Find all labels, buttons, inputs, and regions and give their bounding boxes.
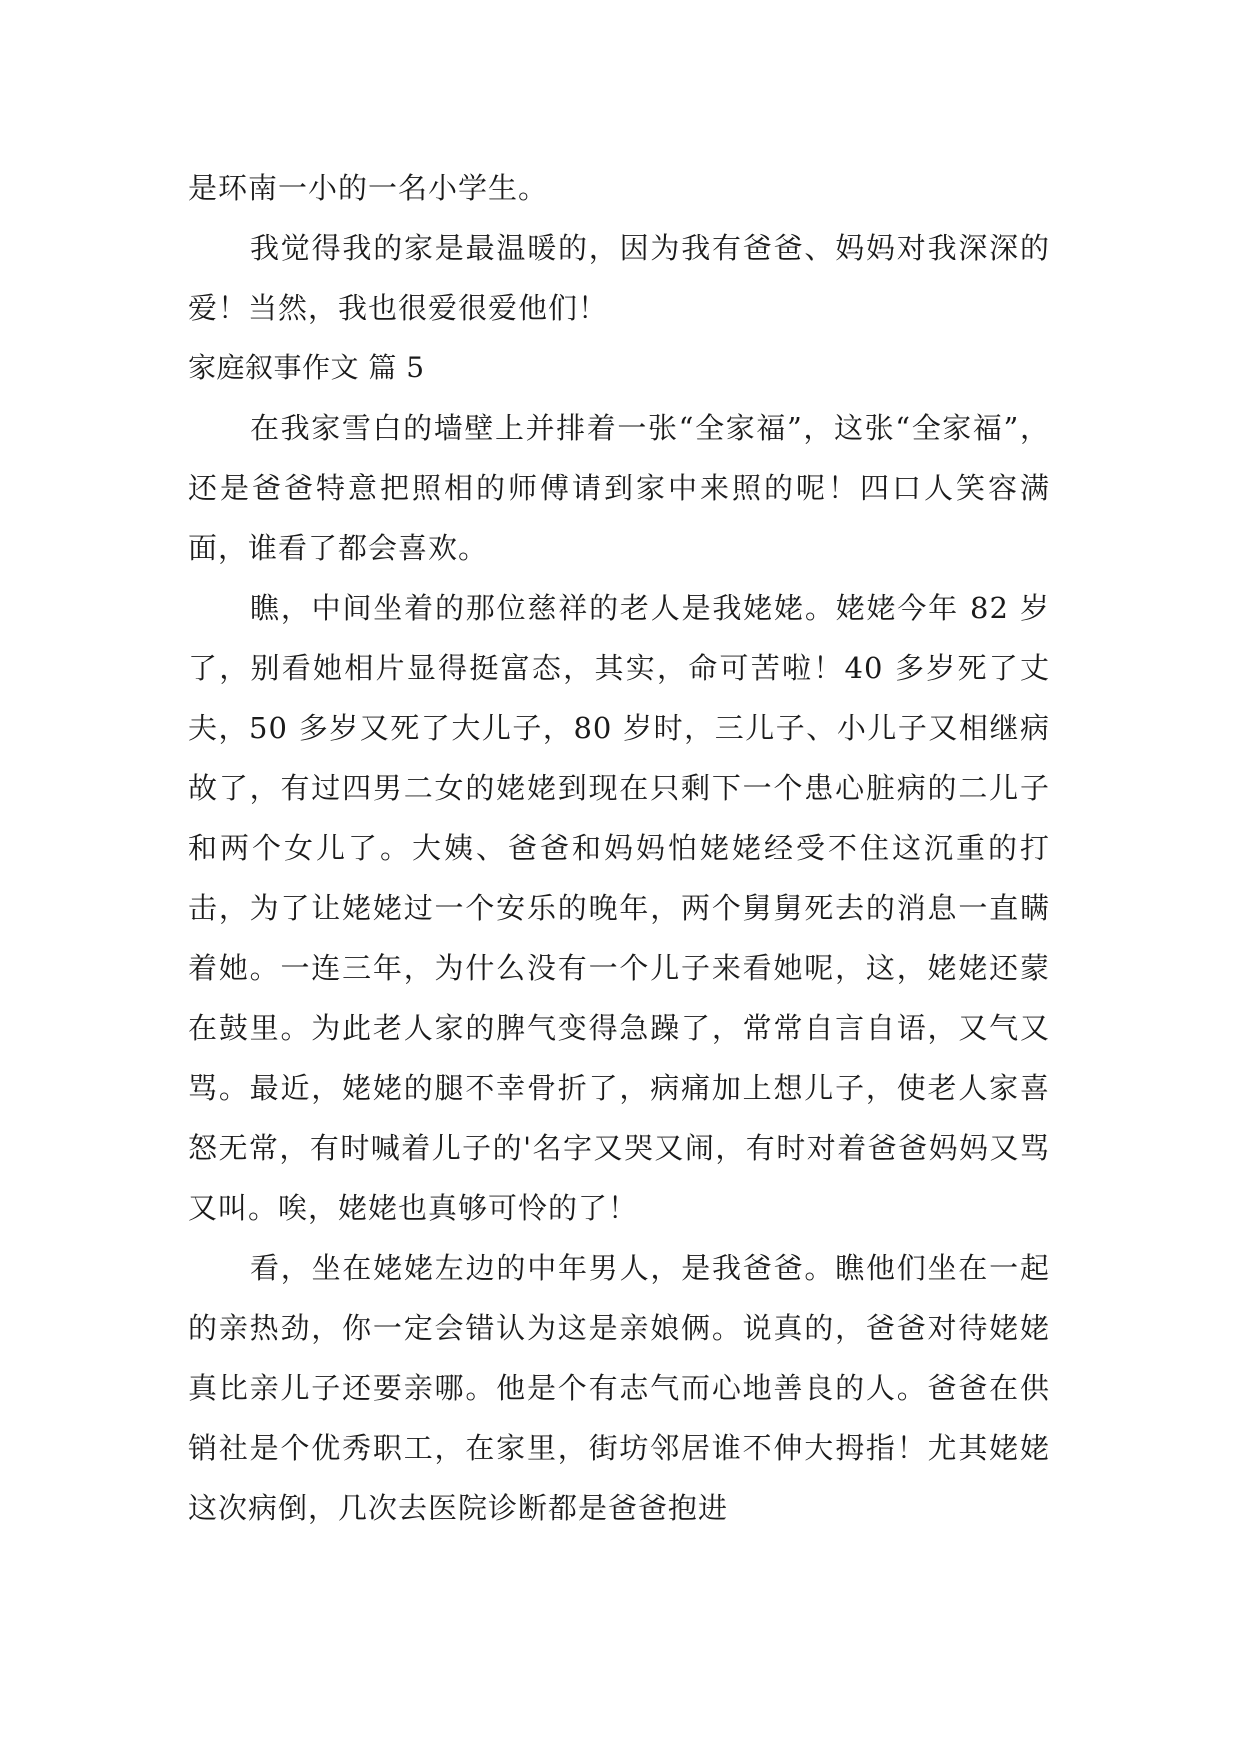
paragraph-father: 看，坐在姥姥左边的中年男人，是我爸爸。瞧他们坐在一起的亲热劲，你一定会错认为这是亲娘俩。说真的，爸爸对待姥姥真比亲儿子还要亲哪。他是个有志气而心地善良的人。爸爸在供销社是个优秀职工，在家里，街坊邻居谁不伸大拇指！尤其姥姥这次病倒，几次去医院诊断都是爸爸抱进 <box>188 1251 1050 1525</box>
paragraph-family-photo: 在我家雪白的墙壁上并排着一张“全家福”，这张“全家福”，还是爸爸特意把照相的师傅请到家中来照的呢！四口人笑容满面，谁看了都会喜欢。 <box>188 411 1050 565</box>
document-body <box>188 158 1050 1538</box>
paragraph-grandmother: 瞧，中间坐着的那位慈祥的老人是我姥姥。姥姥今年 82 岁了，别看她相片显得挺富态，其实，命可苦啦！40 多岁死了丈夫，50 多岁又死了大儿子，80 岁时，三儿子、小儿子又相继病故了，有过四男二女的姥姥到现在只剩下一个患心脏病的二儿子和两个女儿了。大姨、爸爸和妈妈怕姥姥经受不住这沉重的打击，为了让姥姥过一个安乐的晚年，两个舅舅死去的消息一直瞒着她。一连三年，为什么没有一个儿子来看她呢，这，姥姥还蒙在鼓里。为此老人家的脾气变得急躁了，常常自言自语，又气又骂。最近，姥姥的腿不幸骨折了，病痛加上想儿子，使老人家喜怒无常，有时喊着儿子的'名字又哭又闹，有时对着爸爸妈妈又骂又叫。唉，姥姥也真够可怜的了！ <box>188 591 1050 1225</box>
paragraph-warm-home: 我觉得我的家是最温暖的，因为我有爸爸、妈妈对我深深的爱！当然，我也很爱很爱他们！ <box>188 231 1050 325</box>
section-heading: 家庭叙事作文 篇 5 <box>188 351 425 384</box>
paragraph-continuation: 是环南一小的一名小学生。 <box>188 171 549 205</box>
